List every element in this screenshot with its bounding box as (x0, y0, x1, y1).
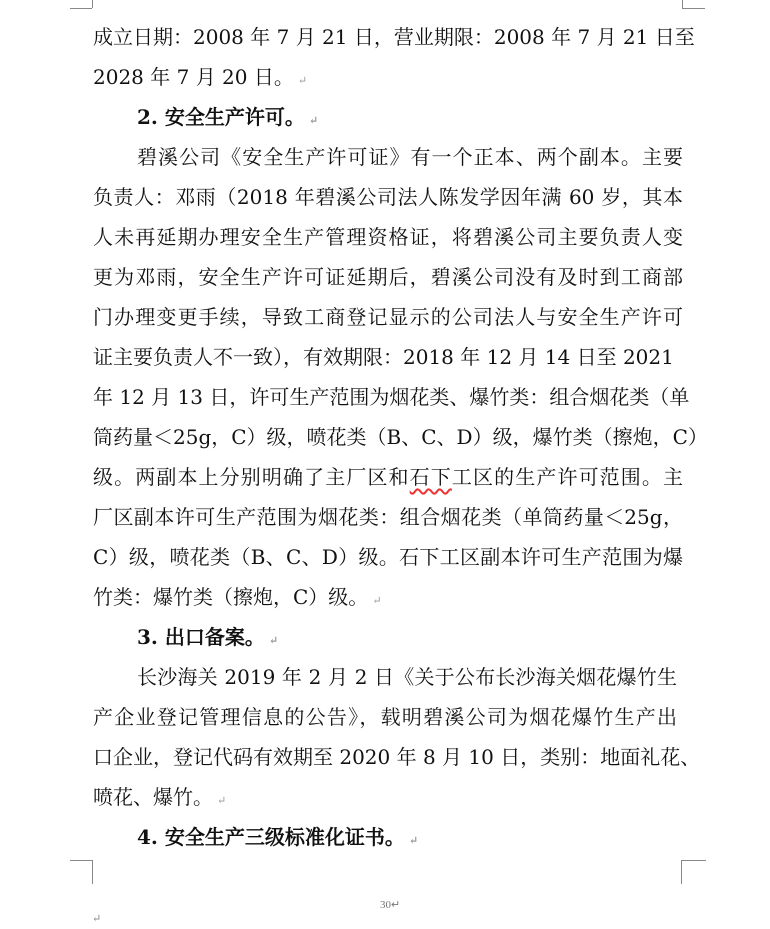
margin-corner-mark-top-left-h (70, 8, 92, 9)
body-text-line: 产企业登记管理信息的公告》，载明碧溪公司为烟花爆竹生产出 (93, 705, 677, 729)
margin-corner-mark-top-right-h (682, 8, 705, 9)
paragraph-mark-icon: ↵ (408, 834, 419, 847)
text: 喷花、爆竹。 (93, 785, 213, 809)
body-text-line: C）级，喷花类（B、C、D）级。石下工区副本许可生产范围为爆 (93, 545, 683, 569)
page-number (380, 898, 400, 911)
text: 工区的生产许可范围。主 (451, 465, 684, 489)
body-text-line: 口企业，登记代码有效期至 2020 年 8 月 10 日，类别：地面礼花、 (93, 745, 701, 769)
body-text-line: 更为邓雨，安全生产许可证延期后，碧溪公司没有及时到工商部 (93, 265, 683, 289)
heading-text: 3. 出口备案。 (137, 625, 265, 649)
body-text-line: 成立日期：2008 年 7 月 21 日，营业期限：2008 年 7 月 21 日至 (93, 25, 695, 49)
heading-text: 2. 安全生产许可。 (137, 105, 305, 129)
body-text-line: 年 12 月 13 日，许可生产范围为烟花类、爆竹类：组合烟花类（单 (93, 385, 690, 409)
section-heading-3 (137, 624, 683, 650)
body-text-line (93, 784, 683, 810)
body-text-line (93, 64, 683, 90)
margin-corner-mark-top-right (682, 0, 683, 8)
margin-corner-mark-bottom-right (681, 860, 706, 884)
page-number-text: 30 (380, 899, 391, 911)
body-text-line (93, 464, 683, 490)
text: 级。两副本上分别明确了主厂区和 (93, 465, 410, 489)
body-text-line: 证主要负责人不一致），有效期限：2018 年 12 月 14 日至 2021 (93, 345, 674, 369)
paragraph-mark-icon: ↵ (372, 594, 382, 607)
section-heading-2 (137, 104, 683, 130)
text: 2028 年 7 月 20 日。 (93, 65, 294, 89)
body-text-line: 人未再延期办理安全生产管理资格证，将碧溪公司主要负责人变 (93, 225, 683, 249)
section-heading-4 (137, 824, 683, 850)
heading-text: 4. 安全生产三级标准化证书。 (137, 825, 405, 849)
paragraph-mark-icon: ↵ (308, 114, 319, 127)
body-text-line: 碧溪公司《安全生产许可证》有一个正本、两个副本。主要 (137, 145, 683, 169)
body-text-line: 筒药量＜25g，C）级，喷花类（B、C、D）级，爆竹类（擦炮，C） (93, 425, 708, 449)
body-text-line: 门办理变更手续，导致工商登记显示的公司法人与安全生产许可 (93, 305, 683, 329)
body-text-line (93, 584, 683, 610)
margin-corner-mark-bottom-left (70, 860, 93, 884)
paragraph-mark-icon: ↵ (217, 794, 227, 807)
body-text-line: 长沙海关 2019 年 2 月 2 日《关于公布长沙海关烟花爆竹生 (137, 665, 677, 689)
paragraph-mark-icon: ↵ (268, 634, 279, 647)
spellcheck-flagged-text[interactable]: 石下 (409, 465, 452, 489)
body-text-line: 负责人：邓雨（2018 年碧溪公司法人陈发学因年满 60 岁，其本 (93, 185, 683, 209)
paragraph-mark-icon: ↵ (391, 899, 401, 911)
text: 竹类：爆竹类（擦炮，C）级。 (93, 585, 369, 609)
paragraph-mark-icon: ↵ (297, 74, 308, 87)
body-text-line: 厂区副本许可生产范围为烟花类：组合烟花类（单筒药量＜25g， (93, 505, 683, 529)
margin-corner-mark-top-left (92, 0, 93, 8)
paragraph-mark-icon: ↵ (92, 912, 102, 925)
